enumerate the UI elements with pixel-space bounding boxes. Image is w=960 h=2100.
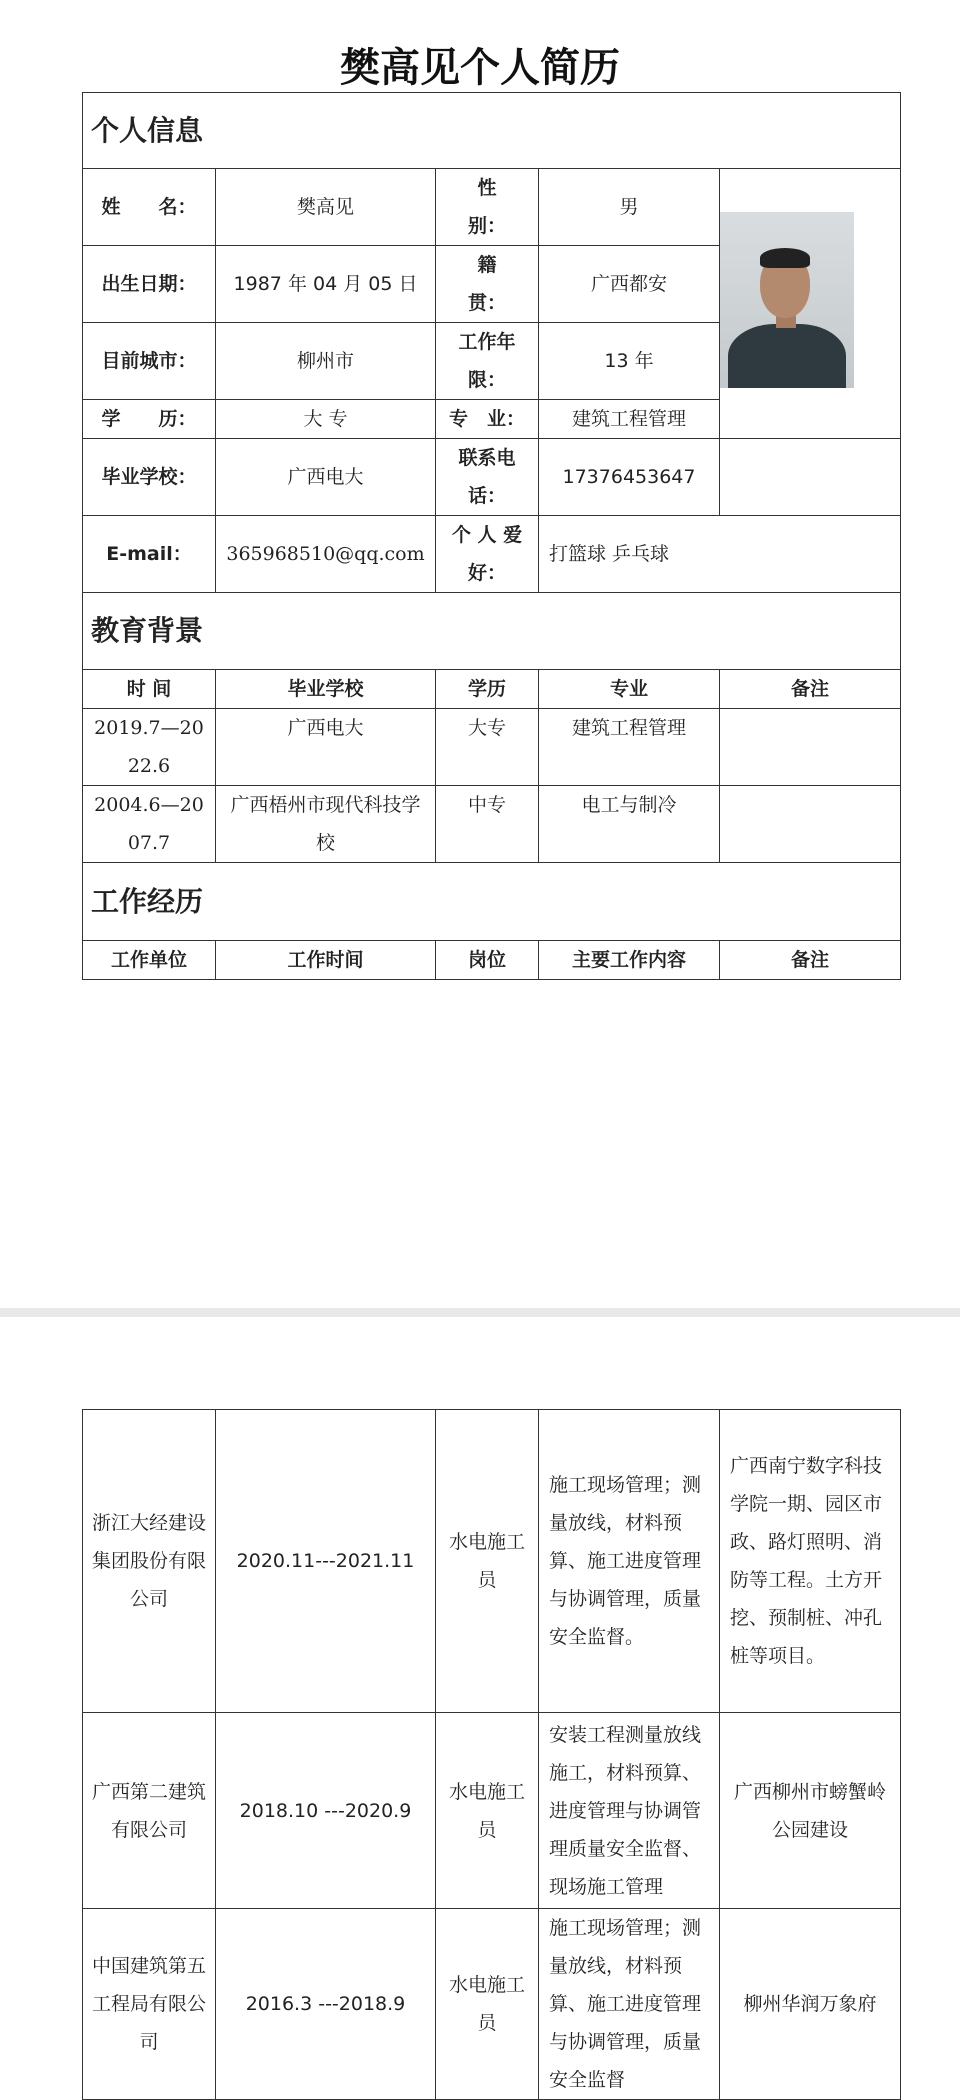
work-note: 柳州华润万象府 bbox=[720, 1909, 901, 2100]
city-value: 柳州市 bbox=[216, 323, 436, 400]
work-position: 水电施工员 bbox=[436, 1410, 539, 1713]
school-label: 毕业学校： bbox=[83, 439, 216, 516]
email-value: 365968510@qq.com bbox=[216, 516, 436, 593]
work-company: 广西第二建筑有限公司 bbox=[83, 1713, 216, 1909]
name-value: 樊高见 bbox=[216, 169, 436, 246]
edu-major: 建筑工程管理 bbox=[539, 709, 720, 786]
edu-header-note: 备注 bbox=[720, 670, 901, 709]
work-position: 水电施工员 bbox=[436, 1713, 539, 1909]
school-value: 广西电大 bbox=[216, 439, 436, 516]
work-content: 施工现场管理；测量放线，材料预算、施工进度管理与协调管理，质量安全监督 bbox=[539, 1909, 720, 2100]
table-row bbox=[83, 786, 901, 863]
edu-header-time: 时 间 bbox=[83, 670, 216, 709]
page-separator bbox=[0, 1308, 960, 1317]
edu-time: 2019.7—2022.6 bbox=[83, 709, 216, 786]
page-title: 樊高见个人简历 bbox=[340, 45, 620, 91]
phone-label: 联系电话： bbox=[436, 439, 539, 516]
birth-label: 出生日期： bbox=[83, 246, 216, 323]
work-time: 2020.11---2021.11 bbox=[216, 1410, 436, 1713]
edu-header-school: 毕业学校 bbox=[216, 670, 436, 709]
work-company: 浙江大经建设集团股份有限公司 bbox=[83, 1410, 216, 1713]
section-education: 教育背景 bbox=[83, 593, 901, 670]
work-note: 广西南宁数字科技学院一期、园区市政、路灯照明、消防等工程。土方开挖、预制桩、冲孔桩等项目。 bbox=[720, 1410, 901, 1713]
edu-degree: 中专 bbox=[436, 786, 539, 863]
table-row bbox=[83, 1410, 901, 1713]
hobby-value: 打篮球 乒乓球 bbox=[539, 516, 901, 593]
photo-cell bbox=[720, 169, 901, 439]
years-label: 工作年限： bbox=[436, 323, 539, 400]
edu-header-major: 专业 bbox=[539, 670, 720, 709]
work-header-time: 工作时间 bbox=[216, 941, 436, 980]
work-content: 施工现场管理；测量放线，材料预算、施工进度管理与协调管理，质量安全监督。 bbox=[539, 1410, 720, 1713]
work-company: 中国建筑第五工程局有限公司 bbox=[83, 1909, 216, 2100]
edu-school: 广西梧州市现代科技学校 bbox=[216, 786, 436, 863]
phone-value: 17376453647 bbox=[539, 439, 720, 516]
edu-school: 广西电大 bbox=[216, 709, 436, 786]
section-personal-info: 个人信息 bbox=[83, 93, 901, 169]
degree-label: 学 历： bbox=[83, 400, 216, 439]
edu-major: 电工与制冷 bbox=[539, 786, 720, 863]
degree-value: 大 专 bbox=[216, 400, 436, 439]
table-row bbox=[83, 1909, 901, 2100]
email-label: E-mail： bbox=[83, 516, 216, 593]
edu-time: 2004.6—2007.7 bbox=[83, 786, 216, 863]
resume-table-page2 bbox=[82, 1409, 901, 2100]
edu-note bbox=[720, 786, 901, 863]
work-header-company: 工作单位 bbox=[83, 941, 216, 980]
edu-header-degree: 学历 bbox=[436, 670, 539, 709]
years-value: 13 年 bbox=[539, 323, 720, 400]
work-time: 2016.3 ---2018.9 bbox=[216, 1909, 436, 2100]
section-work: 工作经历 bbox=[83, 863, 901, 941]
work-position: 水电施工员 bbox=[436, 1909, 539, 2100]
work-note: 广西柳州市螃蟹岭公园建设 bbox=[720, 1713, 901, 1909]
work-header-position: 岗位 bbox=[436, 941, 539, 980]
work-header-content: 主要工作内容 bbox=[539, 941, 720, 980]
origin-label: 籍 贯： bbox=[436, 246, 539, 323]
empty-cell bbox=[720, 439, 901, 516]
work-time: 2018.10 ---2020.9 bbox=[216, 1713, 436, 1909]
hobby-label: 个 人 爱 好： bbox=[436, 516, 539, 593]
work-content: 安装工程测量放线施工，材料预算、进度管理与协调管理质量安全监督、现场施工管理 bbox=[539, 1713, 720, 1909]
city-label: 目前城市： bbox=[83, 323, 216, 400]
gender-label: 性 别： bbox=[436, 169, 539, 246]
birth-value: 1987 年 04 月 05 日 bbox=[216, 246, 436, 323]
work-header-note: 备注 bbox=[720, 941, 901, 980]
name-label: 姓 名： bbox=[83, 169, 216, 246]
major-value: 建筑工程管理 bbox=[539, 400, 720, 439]
resume-table-page1 bbox=[82, 92, 901, 980]
portrait-photo bbox=[720, 212, 854, 388]
edu-degree: 大专 bbox=[436, 709, 539, 786]
table-row bbox=[83, 1713, 901, 1909]
table-row bbox=[83, 709, 901, 786]
major-label: 专 业： bbox=[436, 400, 539, 439]
origin-value: 广西都安 bbox=[539, 246, 720, 323]
gender-value: 男 bbox=[539, 169, 720, 246]
edu-note bbox=[720, 709, 901, 786]
